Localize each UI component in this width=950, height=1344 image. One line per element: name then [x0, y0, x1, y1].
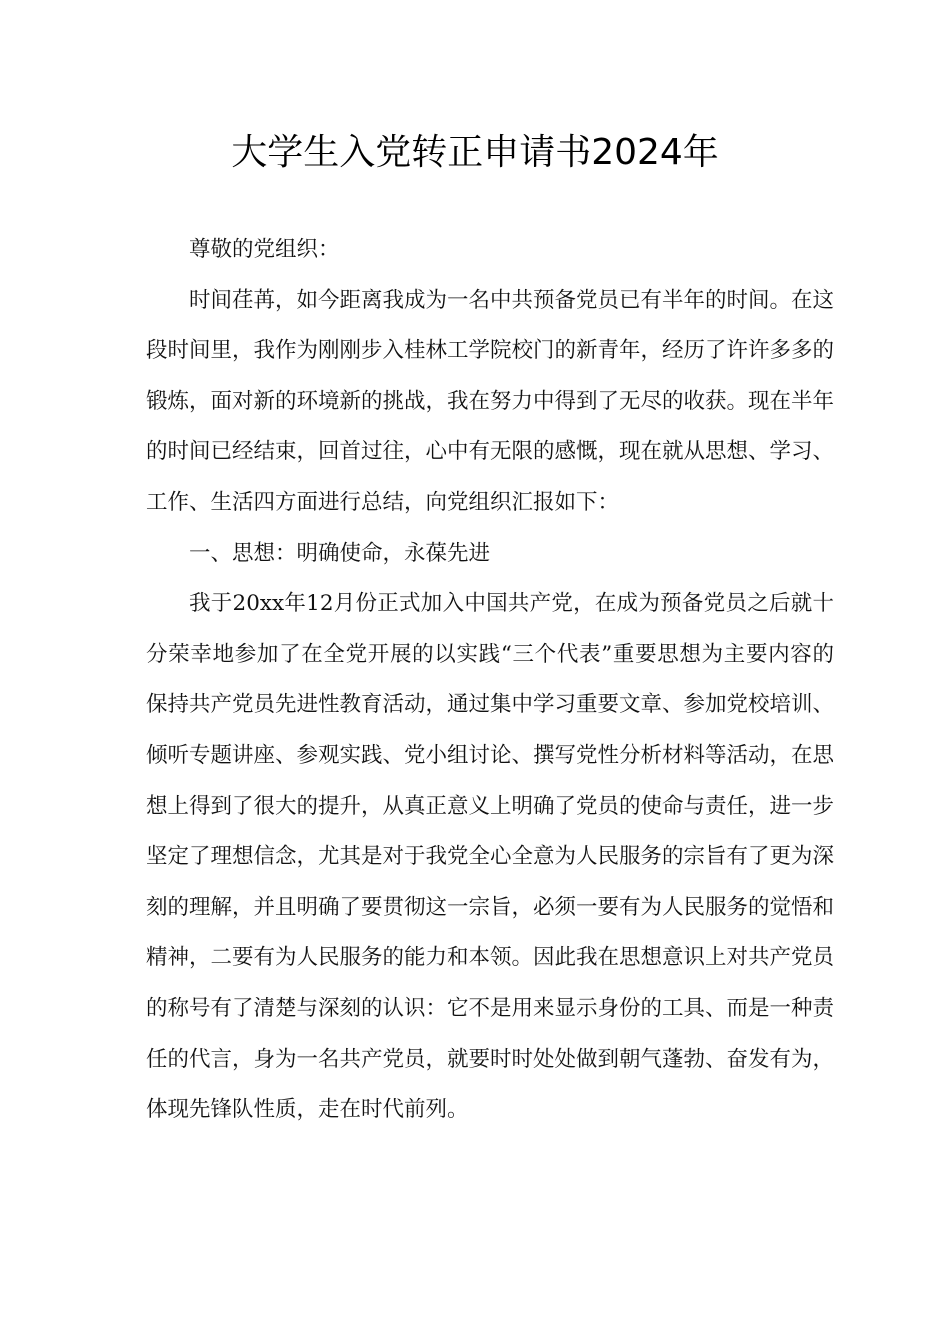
paragraph-thought: 我于20xx年12月份正式加入中国共产党，在成为预备党员之后就十分荣幸地参加了在全党开展的以实践“三个代表”重要思想为主要内容的保持共产党员先进性教育活动，通过集中学习重要文章、参加党校培训、倾听专题讲座、参观实践、党小组讨论、撰写党性分析材料等活动，在思想上得到了很大的提升，从真正意义上明确了党员的使命与责任，进一步坚定了理想信念，尤其是对于我党全心全意为人民服务的宗旨有了更为深刻的理解，并且明确了要贯彻这一宗旨，必须一要有为人民服务的觉悟和精神，二要有为人民服务的能力和本领。因此我在思想意识上对共产党员的称号有了清楚与深刻的认识：它不是用来显示身份的工具、而是一种责任的代言，身为一名共产党员，就要时时处处做到朝气蓬勃、奋发有为，体现先锋队性质，走在时代前列。 [146, 591, 835, 1123]
section-heading-thought: 一、思想：明确使命，永葆先进 [189, 540, 491, 566]
document-title: 大学生入党转正申请书2024年 [231, 132, 719, 173]
document-body [146, 225, 834, 1136]
salutation: 尊敬的党组织： [189, 237, 340, 262]
paragraph-intro: 时间荏苒，如今距离我成为一名中共预备党员已有半年的时间。在这段时间里，我作为刚刚步入桂林工学院校门的新青年，经历了许许多多的锻炼，面对新的环境新的挑战，我在努力中得到了无尽的收获。现在半年的时间已经结束，回首过往，心中有无限的感慨，现在就从思想、学习、工作、生活四方面进行总结，向党组织汇报如下： [146, 287, 835, 515]
